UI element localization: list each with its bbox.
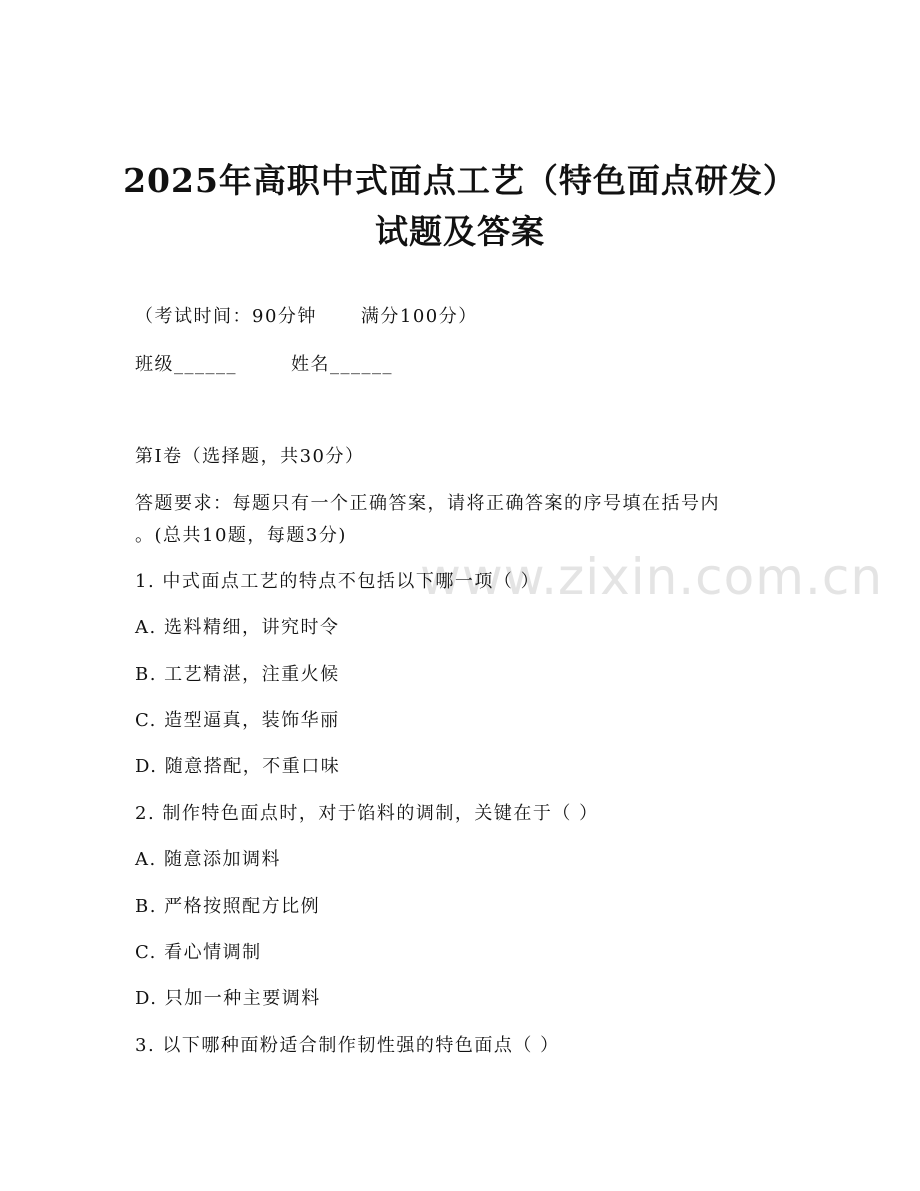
section-instruction-line-2: 。(总共10题，每题3分): [135, 525, 347, 546]
exam-full-score: 满分100分）: [360, 306, 478, 327]
question-stem: 2. 制作特色面点时，对于馅料的调制，关键在于（ ）: [135, 803, 599, 824]
exam-info: [135, 302, 478, 328]
question-option: D. 只加一种主要调料: [135, 988, 321, 1009]
question-option: B. 工艺精湛，注重火候: [135, 664, 340, 685]
document-title-line-2: 试题及答案: [375, 212, 545, 251]
question-stem: 1. 中式面点工艺的特点不包括以下哪一项（ ）: [135, 571, 541, 592]
section-instruction-line-1: 答题要求：每题只有一个正确答案，请将正确答案的序号填在括号内: [135, 493, 720, 514]
exam-time: （考试时间：90分钟: [135, 306, 317, 327]
question-stem: 3. 以下哪种面粉适合制作韧性强的特色面点（ ）: [135, 1035, 560, 1056]
document-title-line-1: 2025年高职中式面点工艺（特色面点研发）: [123, 161, 797, 200]
name-field: 姓名______: [291, 354, 393, 375]
question-option: C. 看心情调制: [135, 942, 262, 963]
question-option: C. 造型逼真，装饰华丽: [135, 710, 340, 731]
class-field: 班级______: [135, 354, 237, 375]
question-option: D. 随意搭配，不重口味: [135, 756, 341, 777]
section-header: 第I卷（选择题，共30分）: [135, 446, 365, 467]
question-option: B. 严格按照配方比例: [135, 896, 321, 917]
question-option: A. 随意添加调料: [135, 849, 281, 870]
watermark: www.zixin.com.cn: [420, 548, 884, 606]
student-fields: [135, 350, 393, 376]
question-option: A. 选料精细，讲究时令: [135, 617, 340, 638]
